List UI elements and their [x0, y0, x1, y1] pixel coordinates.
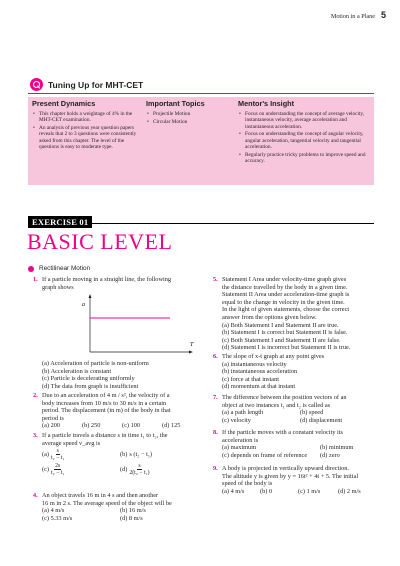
option[interactable]: (a) 4 m/s [222, 487, 245, 495]
option[interactable]: (c) Particle is decelerating uniformly [42, 375, 135, 383]
question-text: Due to an acceleration of 4 m / s², the velocity of a [42, 392, 170, 399]
option[interactable]: (a) Both Statement I and Statement II are true. [222, 321, 339, 329]
question-text: Statement II Area under acceleration-time graph is [222, 291, 350, 299]
numerator: s [138, 463, 141, 470]
question-text: period. The displacement (in m) of the body in that [42, 407, 171, 415]
tuning-title: Tuning Up for MHT-CET [48, 79, 144, 90]
section-heading [28, 265, 90, 272]
option[interactable] [120, 463, 198, 476]
option[interactable]: (c) depends on frame of reference [222, 451, 308, 459]
option[interactable] [42, 448, 120, 461]
chapter-title: Motion in a Plane [330, 13, 375, 20]
y-axis-arrow [89, 294, 92, 298]
important-topics [142, 97, 234, 185]
question-text: speed of the body is [222, 480, 273, 488]
option[interactable]: (d) 2 m/s [338, 487, 361, 495]
question-number: 4. [33, 492, 38, 499]
list-item: • Focus on understanding the concept of average velocity, instantaneous velocity, average acceleration and instantaneous acceleration. [238, 111, 370, 130]
list-item: • This chapter holds a weightage of 4% in the MHT-CET examination. [32, 111, 138, 124]
question-number: 9. [213, 465, 218, 472]
present-dynamics-heading: Present Dynamics [32, 99, 96, 108]
option[interactable]: (d) displacement [300, 416, 343, 424]
option[interactable]: (a) instantaneous velocity [222, 360, 287, 368]
option[interactable]: (b) Acceleration is constant [42, 367, 112, 375]
list-item: • Focus on understanding the concept of angular velocity, angular acceleration, tangential velocity and tangential acceleration. [238, 131, 370, 150]
list-item: • An analysis of previous year question papers reveals that 2 to 3 questions were consistently asked from this chapter. The level of the questions is easy to moderate type. [32, 125, 138, 150]
fraction [51, 448, 64, 461]
question-text: period is [42, 414, 64, 422]
list-item: • Projectile Motion [146, 111, 230, 117]
option[interactable]: (b) speed [300, 409, 324, 417]
question-text: equal to the change in velocity in the given time. [222, 298, 345, 306]
question-text: A body is projected in vertically upward direction. [222, 465, 349, 472]
question-text: graph shows [42, 283, 74, 291]
denominator: t₂ − t₁ [51, 470, 65, 477]
option[interactable]: (d) 8 m/s [120, 514, 143, 522]
option[interactable]: (b) instantaneous acceleration [222, 368, 298, 376]
option[interactable]: (c) 5.33 m/s [42, 514, 73, 522]
important-topics-heading: Important Topics [146, 99, 205, 108]
question-2 [33, 392, 198, 430]
fraction [129, 463, 149, 476]
question-number: 3. [33, 432, 38, 439]
exercise-divider [88, 223, 374, 224]
page-header [331, 10, 386, 20]
question-text: body increases from 10 m/s to 30 m/s in a certain [42, 399, 167, 407]
option[interactable]: (a) a path length [222, 409, 264, 417]
section-title: Rectilinear Motion [39, 265, 91, 272]
question-1-options [42, 360, 198, 390]
question-text: 16 m in 2 s. The average speed of the object will be [42, 499, 172, 507]
option[interactable]: (b) Statement I is correct but Statement II is false. [222, 329, 348, 337]
option[interactable]: (c) Both Statement I and Statement II are false. [222, 336, 341, 344]
option[interactable]: (c) velocity [222, 416, 251, 424]
question-text: The difference between the position vectors of an [222, 394, 347, 401]
present-dynamics [28, 97, 142, 185]
level-title: BASIC LEVEL [27, 229, 173, 254]
list-item: • Circular Motion [146, 119, 230, 125]
option[interactable] [42, 463, 120, 476]
fraction [51, 463, 64, 476]
mentors-insight-heading: Mentor's Insight [238, 99, 295, 108]
page-number: 5 [380, 10, 386, 20]
question-7 [213, 394, 377, 424]
list-item: • Regularly practice tricky problems to improve speed and accuracy. [238, 152, 370, 165]
question-text: In the light of given statements, choose the correct [222, 306, 350, 314]
question-text: average speed v_avg is [42, 439, 101, 447]
option[interactable]: (a) 4 m/s [42, 507, 65, 515]
mentors-insight [234, 97, 374, 185]
option-expression: s (t₂ − t₁) [129, 450, 153, 458]
question-text: Statement I Area under velocity-time graph gives [222, 276, 347, 283]
option[interactable]: (d) The data from graph is insufficient [42, 382, 139, 390]
overview-box [28, 97, 374, 185]
question-3 [33, 432, 198, 477]
question-number: 2. [33, 392, 38, 399]
question-6 [213, 353, 377, 391]
x-axis-arrow [189, 351, 193, 354]
question-8 [213, 429, 377, 459]
question-number: 5. [213, 276, 218, 283]
tuning-header [30, 78, 143, 91]
option[interactable]: (d) momentum at that instant [222, 383, 296, 391]
option[interactable]: (b) 250 [82, 422, 101, 430]
x-axis-label: T [190, 342, 194, 348]
question-text: answer from the options given below. [222, 313, 317, 321]
question-9 [213, 465, 377, 495]
question-text: If a particle travels a distance s in time t₁ to t₂, the [42, 432, 168, 439]
question-text: The slope of x-t graph at any point gives [222, 353, 325, 360]
numerator: s [56, 448, 59, 455]
question-number: 7. [213, 394, 218, 401]
numerator: 2s [55, 463, 61, 470]
option-label: (a) [42, 450, 49, 458]
option[interactable]: (a) 200 [42, 422, 61, 430]
question-text: If a particle moving in a straight line, the following [42, 276, 172, 283]
option[interactable]: (b) 0 [260, 487, 273, 495]
bullet-icon [28, 266, 34, 272]
question-text: object at two instances t₁ and t₂ is called as [222, 401, 331, 409]
option-label: (b) [120, 450, 128, 458]
option[interactable]: (c) force at that instant [222, 375, 279, 383]
option[interactable]: (d) Statement I is incorrect but Statement II is true. [222, 344, 351, 352]
option-label: (c) [42, 465, 49, 473]
question-text: the distance travelled by the body in a given time. [222, 283, 348, 291]
option[interactable]: (c) 100 [122, 422, 141, 430]
acceleration-time-graph [80, 292, 200, 358]
option[interactable] [120, 448, 198, 461]
denominator: t₂ − t₁ [51, 455, 65, 462]
question-text: acceleration is [222, 436, 259, 444]
magnifier-icon [30, 78, 43, 91]
option[interactable]: (b) minimum [320, 444, 354, 452]
question-4 [33, 492, 198, 522]
question-number: 8. [213, 429, 218, 436]
exercise-label: EXERCISE 01 [28, 216, 92, 228]
question-5 [213, 276, 377, 352]
question-number: 1. [33, 276, 38, 283]
tuning-divider [28, 93, 374, 94]
y-axis-label: a [82, 302, 85, 308]
option[interactable]: (a) Acceleration of particle is non-uniform [42, 360, 149, 367]
question-text: The altitude y is given by y = 16t² + 4t + 5. The initial [222, 472, 359, 480]
option[interactable]: (c) 1 m/s [298, 487, 321, 495]
option[interactable]: (d) 125 [162, 422, 181, 430]
option[interactable]: (b) 16 m/s [120, 507, 146, 515]
question-text: If the particle moves with a constant velocity its [222, 429, 344, 436]
option[interactable]: (a) maximum [222, 444, 257, 452]
question-text: An object travels 16 m in 4 s and then another [42, 492, 159, 499]
denominator: 2(t₂ − t₁) [129, 470, 150, 477]
option[interactable]: (d) zero [320, 451, 340, 459]
question-number: 6. [213, 353, 218, 360]
question-1 [33, 276, 198, 291]
option-label: (d) [120, 465, 128, 473]
